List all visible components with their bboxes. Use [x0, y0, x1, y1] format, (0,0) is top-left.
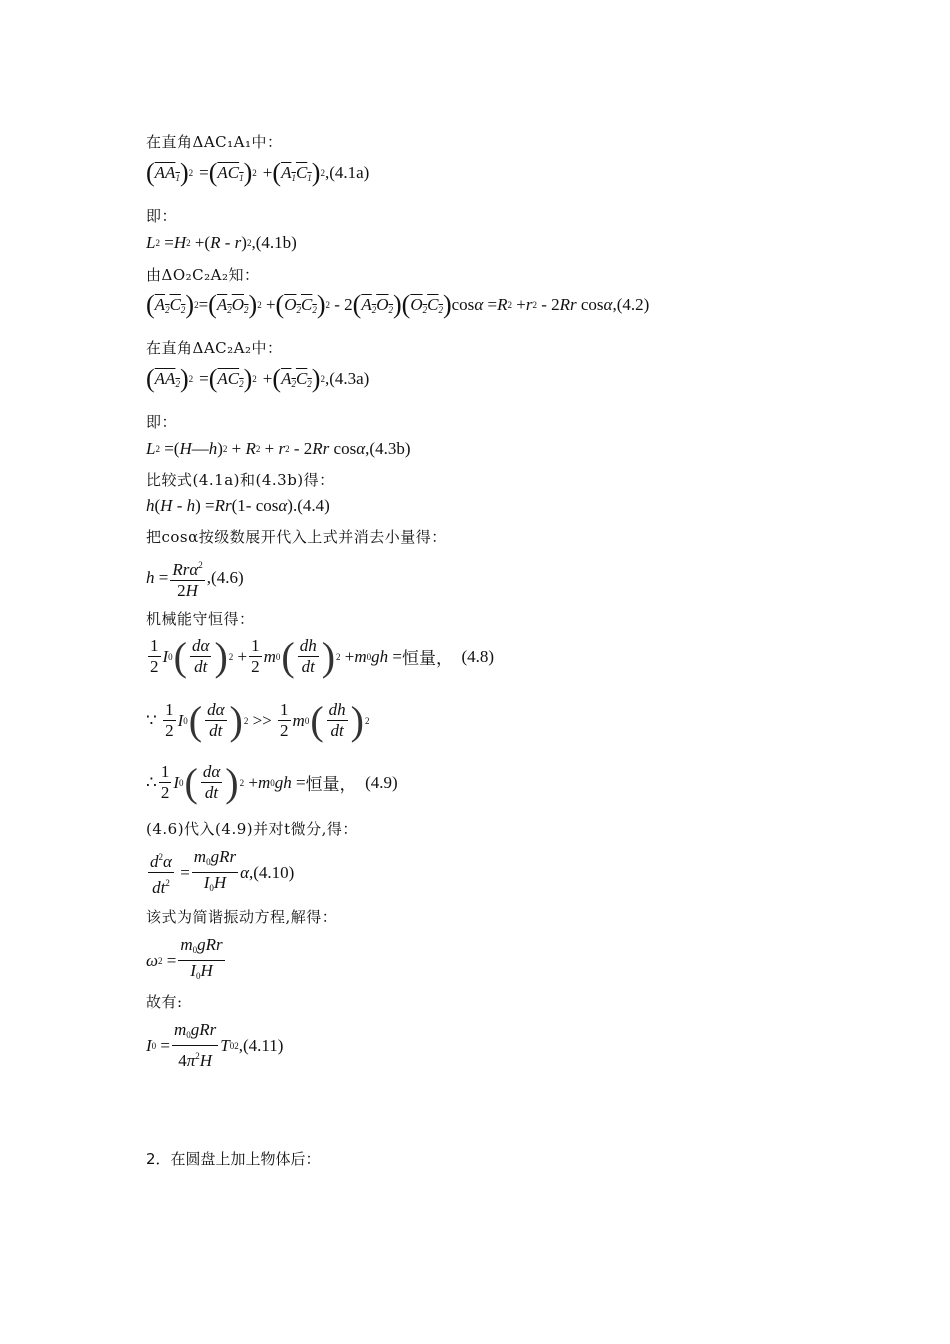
text-line-triangle-o2c2a2: 由ΔO₂C₂A₂知：	[146, 266, 260, 284]
text-line-right-triangle-1: 在直角ΔAC₁A₁中：	[146, 133, 283, 151]
equation-omega: ω 2 = $\frac{m_0gRr}{I_0H}$	[146, 935, 223, 981]
text-line-energy-conservation: 机械能守恒得：	[146, 610, 255, 628]
text-line-therefore: 故有:	[146, 993, 183, 1011]
equation-4-8: $\frac{1}{2}$ I 0 ( $\frac{d\alpha}{dt}$ ) 2 + $\frac{1}{2}$ m 0 ( $\frac{dh}{dt}$ ) 2 + m 0 gh = 恒量， (4.8)	[150, 633, 495, 679]
equation-4-11: I 0 = $\frac{m_0gRr}{4\pi^2H}$ T 0 2 , (4.11)	[146, 1020, 284, 1070]
equation-4-4: h ( H - h ) = Rr (1- cos α ). (4.4)	[146, 496, 330, 515]
equation-4-6: h = $\frac{Rr\alpha^2}{2H}$ , (4.6)	[146, 555, 244, 601]
text-line-series-expansion: 把cosα按级数展开代入上式并消去小量得：	[146, 528, 447, 546]
equation-4-1b: L 2 = H 2 +( R - r ) 2 , (4.1b)	[146, 233, 297, 252]
equation-4-1a: ( $AA_1$ ) 2 = ( $AC_1$ ) 2 + ( $A_1C_1$ ) 2 , (4.1a)	[146, 158, 370, 187]
section-heading: 2．在圆盘上加上物体后：	[146, 1150, 321, 1168]
equation-4-9: ∴ $\frac{1}{2}$ I 0 ( $\frac{d\alpha}{dt}$ ) 2 + m 0 gh = 恒量， (4.9)	[146, 759, 398, 805]
equation-4-10: $\frac{d^2\alpha}{dt^2}$ = $\frac{m_0gRr}{I_0H}$ α , (4.10)	[150, 847, 295, 897]
text-line-ji-2: 即：	[146, 413, 178, 431]
text-line-substitute: (4.6)代入(4.9)并对t微分,得：	[146, 820, 358, 838]
equation-4-2: ( $A_2C_2$ ) 2 = ( $A_2O_2$ ) 2 + ( $O_2C_2$ ) 2 - 2 ( $A_2O_2$ )( $O_2C_2$ ) cos α = R 2 + r 2 - 2 Rr cos α , (4.2)	[146, 290, 650, 319]
text-line-ji-1: 即：	[146, 207, 178, 225]
text-line-shm: 该式为简谐振动方程,解得：	[146, 908, 338, 926]
equation-because: ∵ $\frac{1}{2}$ I 0 ( $\frac{d\alpha}{dt}$ ) 2 >> $\frac{1}{2}$ m 0 ( $\frac{dh}{dt}$ ) 2	[146, 697, 370, 743]
equation-4-3a: ( $AA_2$ ) 2 = ( $AC_2$ ) 2 + ( $A_2C_2$ ) 2 , (4.3a)	[146, 364, 370, 393]
text-line-right-triangle-2: 在直角ΔAC₂A₂中：	[146, 339, 283, 357]
equation-4-3b: L 2 =( H — h ) 2 + R 2 + r 2 - 2 Rr cos α , (4.3b)	[146, 439, 411, 458]
text-line-compare: 比较式(4.1a)和(4.3b)得：	[146, 471, 335, 489]
